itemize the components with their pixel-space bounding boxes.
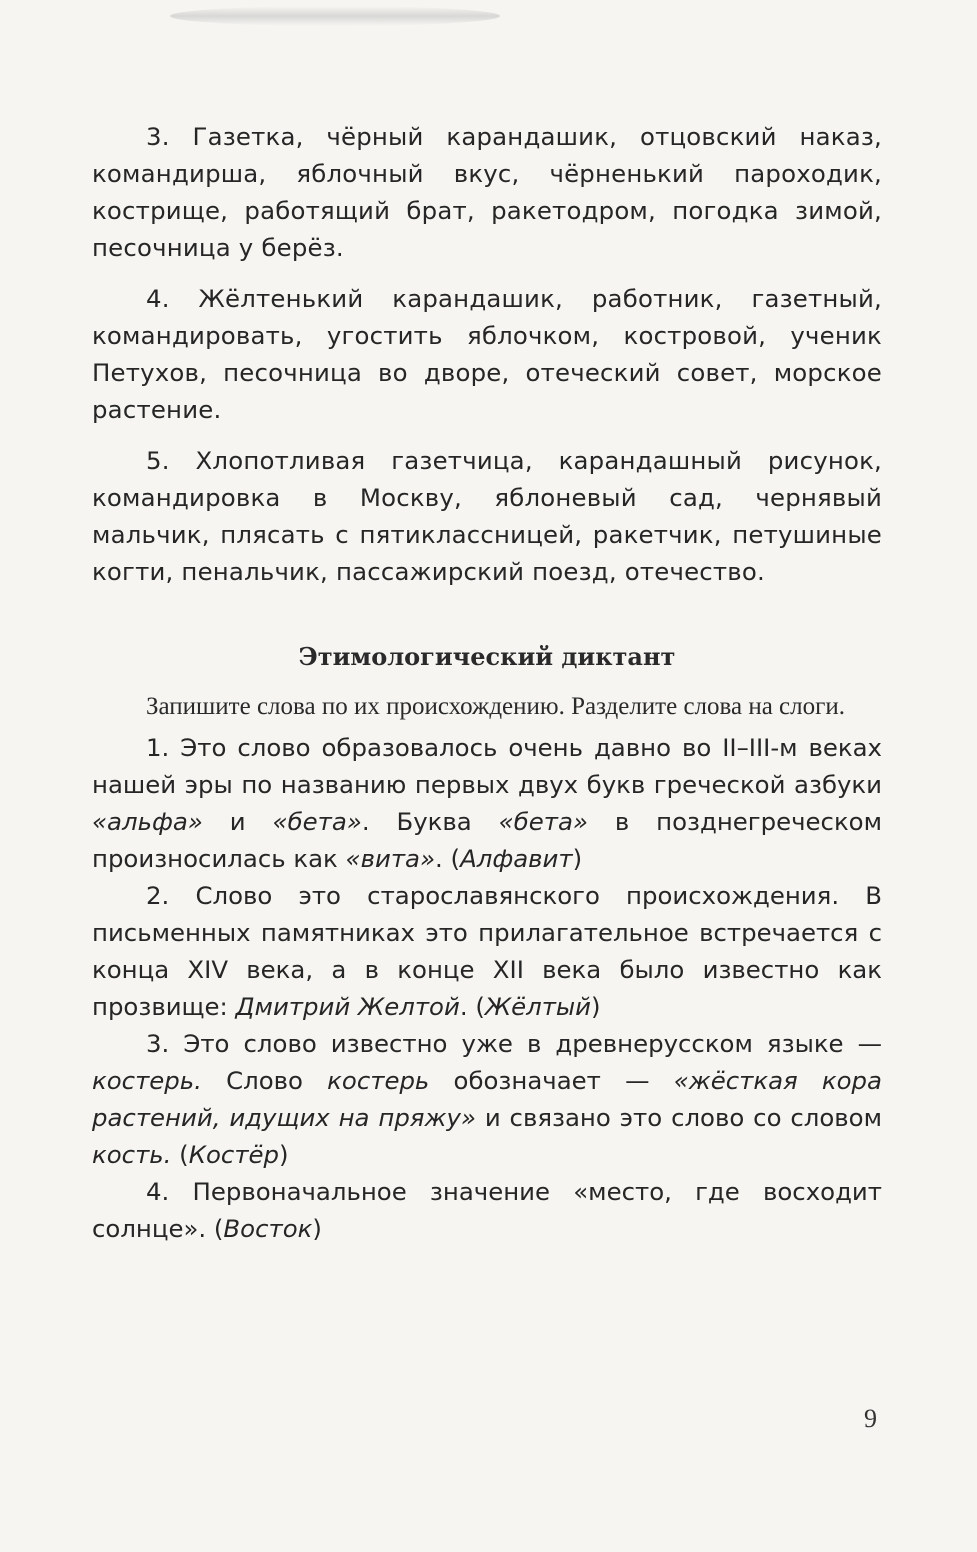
item-3-text: и связано это слово со словом <box>475 1103 882 1132</box>
exercise-group-5 <box>92 442 882 590</box>
item-3-italic-koster: костерь. <box>92 1066 202 1095</box>
item-2-italic-nickname: Дмитрий Желтой <box>235 992 460 1021</box>
item-1-text: . Буква <box>361 807 499 836</box>
exercise-group-4 <box>92 280 882 428</box>
item-3-italic-koster: костерь <box>327 1066 430 1095</box>
etymology-item-2 <box>92 877 882 1025</box>
exercise-paragraph-5: 5. Хлопотливая газетчица, карандашный рисунок, командировка в Москву, яблоневый сад, чернявый мальчик, плясать с пятиклассницей, ракетчик, петушиные когти, пенальчик, пассажирский поезд, отечество. <box>92 446 882 586</box>
item-3-text: обозначает — <box>429 1066 674 1095</box>
item-1-text: . ( <box>435 844 461 873</box>
etymology-item-4 <box>92 1173 882 1247</box>
item-1-italic-alpha: «альфа» <box>92 807 203 836</box>
item-4-text: 4. Первоначальное значение «место, где восходит солнце». ( <box>92 1177 882 1243</box>
exercise-paragraph-4: 4. Жёлтенький карандашик, работник, газетный, командировать, угостить яблочком, костровой, ученик Петухов, песочница во дворе, отеческий совет, морское растение. <box>92 284 882 424</box>
item-1-text: в позднегреческом произносилась как <box>92 807 882 873</box>
etymology-item-3 <box>92 1025 882 1173</box>
item-3-text: ) <box>279 1140 289 1169</box>
scan-artifact <box>170 6 500 26</box>
exercise-group-3 <box>92 118 882 266</box>
item-3-italic-kost: кость. <box>92 1140 172 1169</box>
item-1-italic-beta: «бета» <box>498 807 588 836</box>
item-2-text: . ( <box>459 992 485 1021</box>
exercise-paragraph-3: 3. Газетка, чёрный карандашик, отцовский наказ, командирша, яблочный вкус, чёрненький пароходик, кострище, работящий брат, ракетодром, погодка зимой, песочница у берёз. <box>92 122 882 262</box>
item-3-text: Слово <box>201 1066 328 1095</box>
item-4-answer: Восток <box>223 1214 313 1243</box>
item-1-answer: Алфавит <box>460 844 573 873</box>
item-3-text: 3. Это слово известно уже в древнерусском языке — <box>146 1029 882 1058</box>
page-number: 9 <box>864 1404 877 1433</box>
item-1-italic-vita: «вита» <box>345 844 436 873</box>
item-1-text: ) <box>572 844 583 873</box>
item-2-answer: Жёлтый <box>484 992 592 1021</box>
etymology-item-1 <box>92 729 882 877</box>
section-instruction: Запишите слова по их происхождению. Разделите слова на слоги. <box>146 693 846 720</box>
item-4-text: ) <box>312 1214 322 1243</box>
item-1-text: и <box>202 807 273 836</box>
page-content <box>92 118 882 1247</box>
item-3-text: ( <box>171 1140 189 1169</box>
item-3-answer: Костёр <box>188 1140 280 1169</box>
item-1-italic-beta: «бета» <box>272 807 362 836</box>
item-2-text: ) <box>591 992 601 1021</box>
item-3-italic-definition: «жёсткая кора растений, идущих на пряжу» <box>92 1066 882 1132</box>
item-1-text: 1. Это слово образовалось очень давно во II–III-м веках нашей эры по названию первых двух букв греческой азбуки <box>92 733 882 799</box>
section-title: Этимологический диктант <box>298 642 676 671</box>
item-2-text: 2. Слово это старославянского происхождения. В письменных памятниках это прилагательное встречается с конца XIV века, а в конце XII века было известно как прозвище: <box>92 881 882 1021</box>
